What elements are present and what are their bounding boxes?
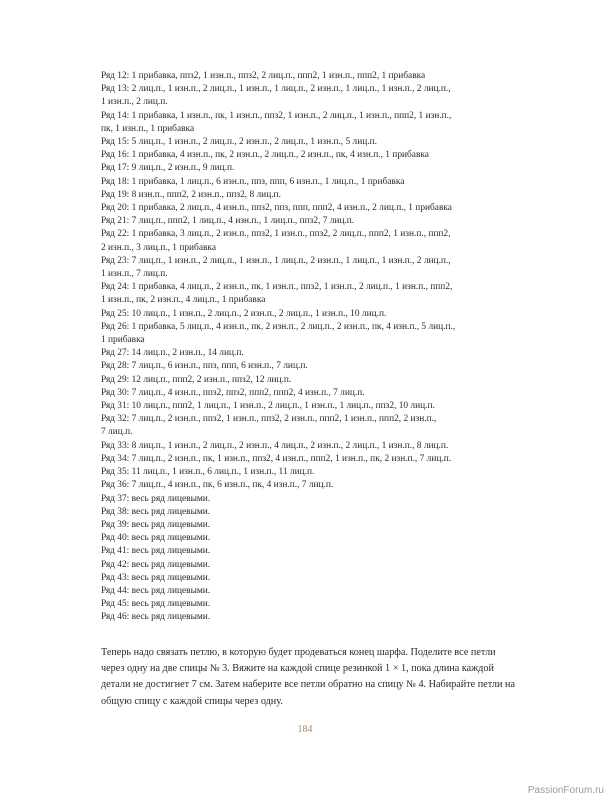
row-line: Ряд 22: 1 прибавка, 3 лиц.п., 2 изн.п., ппз2, 1 изн.п., ппз2, 2 лиц.п., ппп2, 1 изн.п., ппп2,	[101, 229, 451, 240]
row-line: 2 изн.п., 3 лиц.п., 1 прибавка	[101, 242, 216, 253]
row-line: Ряд 14: 1 прибавка, 1 изн.п., пк, 1 изн.п., ппз2, 1 изн.п., 2 лиц.п., 1 изн.п., ппп2, 1 изн.п.,	[101, 110, 452, 121]
row-line: Ряд 27: 14 лиц.п., 2 изн.п., 14 лиц.п.	[101, 348, 244, 359]
row-line: Ряд 41: весь ряд лицевыми.	[101, 546, 211, 557]
row-line: Ряд 29: 12 лиц.п., ппп2, 2 изн.п., ппз2, 12 лиц.п.	[101, 374, 292, 385]
row-line: Ряд 32: 7 лиц.п., 2 изн.п., ппз2, 1 изн.п., ппз2, 2 изн.п., ппп2, 1 изн.п., ппп2, 2 изн.п.,	[101, 414, 437, 425]
row-line: 7 лиц.п.	[101, 427, 133, 438]
row-line: 1 изн.п., 7 лиц.п.	[101, 269, 168, 280]
row-line: Ряд 35: 11 лиц.п., 1 изн.п., 6 лиц.п., 1 изн.п., 11 лиц.п.	[101, 467, 315, 478]
row-line: Ряд 20: 1 прибавка, 2 лиц.п., 4 изн.п., ппз2, ппз, ппп, ппп2, 4 изн.п., 2 лиц.п., 1 прибавка	[101, 203, 452, 214]
watermark: PassionForum.ru	[527, 785, 604, 796]
row-line: Ряд 30: 7 лиц.п., 4 изн.п., ппз2, ппз2, ппп2, ппп2, 4 изн.п., 7 лиц.п.	[101, 387, 365, 398]
row-line: Ряд 39: весь ряд лицевыми.	[101, 519, 211, 530]
row-line: Ряд 16: 1 прибавка, 4 изн.п., пк, 2 изн.п., 2 лиц.п., 2 изн.п., пк, 4 изн.п., 1 прибавка	[101, 150, 429, 161]
row-line: Ряд 17: 9 лиц.п., 2 изн.п., 9 лиц.п.	[101, 163, 235, 174]
row-line: Ряд 26: 1 прибавка, 5 лиц.п., 4 изн.п., пк, 2 изн.п., 2 лиц.п., 2 изн.п., пк, 4 изн.п., 5 лиц.п.,	[101, 321, 456, 332]
row-line: Ряд 25: 10 лиц.п., 1 изн.п., 2 лиц.п., 2 изн.п., 2 лиц.п., 1 изн.п., 10 лиц.п.	[101, 308, 387, 319]
row-line: Ряд 33: 8 лиц.п., 1 изн.п., 2 лиц.п., 2 изн.п., 4 лиц.п., 2 изн.п., 2 лиц.п., 1 изн.п., 8 лиц.п.	[101, 440, 449, 451]
row-line: Ряд 24: 1 прибавка, 4 лиц.п., 2 изн.п., пк, 1 изн.п., ппз2, 1 изн.п., 2 лиц.п., 1 изн.п., ппп2,	[101, 282, 453, 293]
row-line: Ряд 37: весь ряд лицевыми.	[101, 493, 211, 504]
row-line: Ряд 34: 7 лиц.п., 2 изн.п., пк, 1 изн.п., ппз2, 4 изн.п., ппп2, 1 изн.п., пк, 2 изн.п., 7 лиц.п.	[101, 453, 452, 464]
row-line: Ряд 40: весь ряд лицевыми.	[101, 533, 211, 544]
instructions-paragraph: Теперь надо связать петлю, в которую будет продеваться конец шарфа. Поделите все петли через одну на две спицы № 3. Вяжите на каждой спице резинкой 1 × 1, пока длина каждой детали не достигнет 7 см. Затем наберите все петли обратно на спицу № 4. Набирайте петли на общую спицу с каждой спицы через одну.	[101, 647, 515, 707]
row-line: Ряд 43: весь ряд лицевыми.	[101, 572, 211, 583]
row-line: Ряд 12: 1 прибавка, ппз2, 1 изн.п., ппз2, 2 лиц.п., ппп2, 1 изн.п., ппп2, 1 прибавка	[101, 71, 426, 81]
row-line: Ряд 19: 8 изн.п., ппп2, 2 изн.п., ппз2, 8 лиц.п.	[101, 189, 281, 200]
row-line: Ряд 44: весь ряд лицевыми.	[101, 585, 211, 596]
row-line: Ряд 42: весь ряд лицевыми.	[101, 559, 211, 570]
page-number: 184	[297, 724, 313, 735]
row-line: пк, 1 изн.п., 1 прибавка	[101, 123, 195, 134]
row-line: 1 изн.п., 2 лиц.п.	[101, 97, 168, 108]
knitting-rows	[101, 70, 521, 625]
row-line: 1 изн.п., пк, 2 изн.п., 4 лиц.п., 1 прибавка	[101, 295, 266, 306]
row-line: Ряд 13: 2 лиц.п., 1 изн.п., 2 лиц.п., 1 изн.п., 1 лиц.п., 2 изн.п., 1 лиц.п., 1 изн.п., 2 лиц.п.,	[101, 84, 451, 95]
row-line: Ряд 38: весь ряд лицевыми.	[101, 506, 211, 517]
row-line: Ряд 28: 7 лиц.п., 6 изн.п., ппз, ппп, 6 изн.п., 7 лиц.п.	[101, 361, 308, 372]
row-line: Ряд 23: 7 лиц.п., 1 изн.п., 2 лиц.п., 1 изн.п., 1 лиц.п., 2 изн.п., 1 лиц.п., 1 изн.п., 2 лиц.п.,	[101, 255, 451, 266]
row-line: Ряд 46: весь ряд лицевыми.	[101, 612, 211, 623]
row-line: 1 прибавка	[101, 335, 145, 346]
row-line: Ряд 45: весь ряд лицевыми.	[101, 599, 211, 610]
row-line: Ряд 18: 1 прибавка, 1 лиц.п., 6 изн.п., ппз, ппп, 6 изн.п., 1 лиц.п., 1 прибавка	[101, 176, 405, 187]
row-line: Ряд 21: 7 лиц.п., ппп2, 1 лиц.п., 4 изн.п., 1 лиц.п., ппз2, 7 лиц.п.	[101, 216, 355, 227]
row-line: Ряд 36: 7 лиц.п., 4 изн.п., пк, 6 изн.п., пк, 4 изн.п., 7 лиц.п.	[101, 480, 334, 491]
row-line: Ряд 31: 10 лиц.п., ппп2, 1 лиц.п., 1 изн.п., 2 лиц.п., 1 изн.п., 1 лиц.п., ппз2, 10 лиц.п.	[101, 401, 435, 412]
row-line: Ряд 15: 5 лиц.п., 1 изн.п., 2 лиц.п., 2 изн.п., 2 лиц.п., 1 изн.п., 5 лиц.п.	[101, 137, 377, 148]
